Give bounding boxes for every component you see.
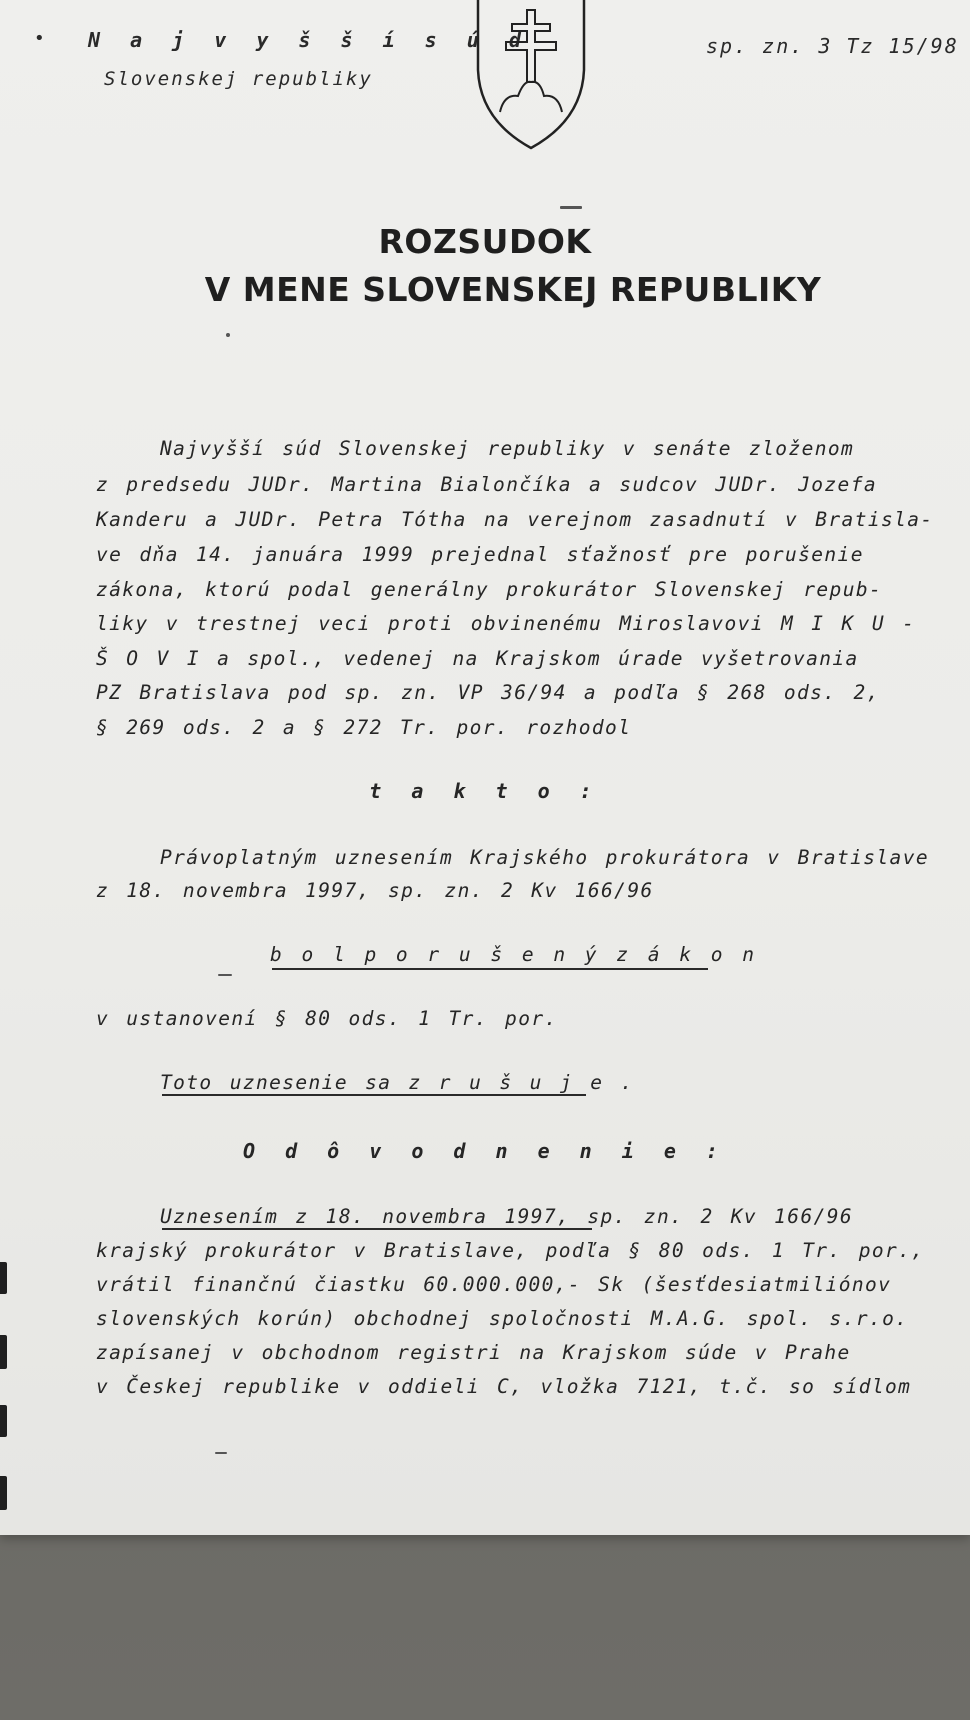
binding-hole-mark bbox=[0, 1262, 7, 1294]
verdict-heading: t a k t o : bbox=[369, 779, 601, 803]
underline bbox=[272, 968, 708, 970]
binding-hole-mark bbox=[0, 1476, 7, 1510]
intro-line: Najvyšší súd Slovenskej republiky v senáte zloženom bbox=[160, 437, 855, 460]
intro-line: Š O V I a spol., vedenej na Krajskom úrade vyšetrovania bbox=[96, 647, 859, 670]
intro-line: § 269 ods. 2 a § 272 Tr. por. rozhodol bbox=[96, 716, 632, 739]
provision-line: v ustanovení § 80 ods. 1 Tr. por. bbox=[96, 1007, 558, 1030]
intro-line: ve dňa 14. januára 1999 prejednal sťažnosť pre porušenie bbox=[96, 543, 864, 566]
court-country: Slovenskej republiky bbox=[104, 68, 373, 90]
reasoning-line: zapísanej v obchodnom registri na Krajskom súde v Prahe bbox=[96, 1341, 851, 1364]
underline bbox=[162, 1228, 592, 1230]
violated-law-statement: b o l p o r u š e n ý z á k o n bbox=[270, 943, 756, 966]
intro-line: zákona, ktorú podal generálny prokurátor Slovenskej repub- bbox=[96, 578, 883, 601]
reasoning-line: krajský prokurátor v Bratislave, podľa § 80 ods. 1 Tr. por., bbox=[96, 1239, 925, 1262]
verdict-line: z 18. novembra 1997, sp. zn. 2 Kv 166/96 bbox=[96, 879, 654, 902]
judgment-title: ROZSUDOK bbox=[378, 222, 592, 261]
intro-line: PZ Bratislava pod sp. zn. VP 36/94 a podľa § 268 ods. 2, bbox=[96, 681, 880, 704]
intro-line: Kanderu a JUDr. Petra Tótha na verejnom zasadnutí v Bratisla- bbox=[96, 508, 934, 531]
reasoning-heading: O d ô v o d n e n i e : bbox=[243, 1139, 727, 1163]
reasoning-line: Uznesením z 18. novembra 1997, sp. zn. 2 Kv 166/96 bbox=[160, 1205, 853, 1228]
reasoning-line: slovenských korún) obchodnej spoločnosti M.A.G. spol. s.r.o. bbox=[96, 1307, 909, 1330]
annulment-statement: Toto uznesenie sa z r u š u j e . bbox=[160, 1071, 634, 1094]
reasoning-line: vrátil finančnú čiastku 60.000.000,- Sk (šesťdesiatmiliónov bbox=[96, 1273, 892, 1296]
binding-hole-mark bbox=[0, 1405, 7, 1437]
margin-dot: • bbox=[34, 28, 45, 49]
intro-line: z predsedu JUDr. Martina Bialončíka a sudcov JUDr. Jozefa bbox=[96, 473, 877, 496]
ink-speck bbox=[218, 974, 232, 976]
reasoning-line: v Českej republike v oddieli C, vložka 7121, t.č. so sídlom bbox=[96, 1375, 912, 1398]
slovak-coat-of-arms-icon bbox=[470, 0, 592, 152]
intro-line: liky v trestnej veci proti obvinenému Miroslavovi M I K U - bbox=[96, 612, 916, 635]
ink-speck bbox=[215, 1452, 227, 1454]
verdict-line: Právoplatným uznesením Krajského prokurátora v Bratislave bbox=[160, 846, 929, 869]
judgment-subtitle: V MENE SLOVENSKEJ REPUBLIKY bbox=[204, 270, 822, 309]
case-number: sp. zn. 3 Tz 15/98 bbox=[706, 34, 959, 58]
ink-speck bbox=[226, 333, 230, 337]
underline bbox=[162, 1094, 586, 1096]
ink-speck bbox=[560, 206, 582, 209]
binding-hole-mark bbox=[0, 1335, 7, 1369]
court-name: N a j v y š š í s ú d bbox=[88, 28, 530, 52]
